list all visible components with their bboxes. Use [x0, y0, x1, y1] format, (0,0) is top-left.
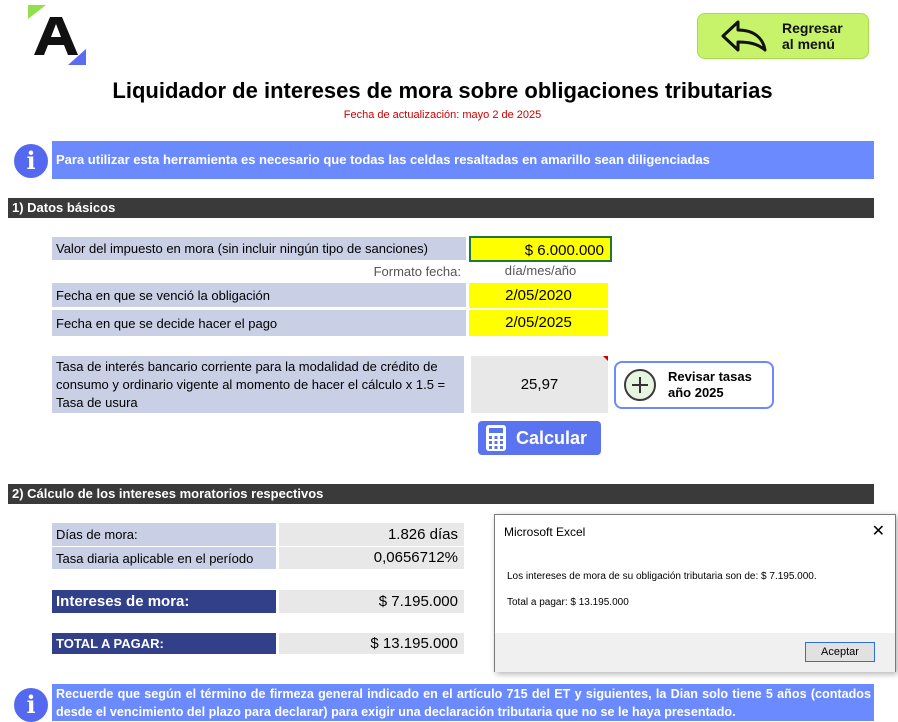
section-2-header: 2) Cálculo de los intereses moratorios respectivos: [8, 484, 874, 504]
back-button-label: Regresar al menú: [782, 20, 843, 52]
back-arrow-icon: [720, 19, 768, 53]
section-1-header: 1) Datos básicos: [8, 198, 874, 218]
interest-rate-value[interactable]: 25,97: [471, 356, 608, 413]
dialog-message-interest: Los intereses de mora de su obligación tributaria son de: $ 7.195.000.: [507, 571, 817, 582]
excel-message-dialog: [494, 514, 896, 672]
date-format-hint: día/mes/año: [504, 263, 577, 278]
total-label: TOTAL A PAGAR:: [52, 633, 276, 654]
info-icon: i: [14, 688, 48, 722]
payment-date-input[interactable]: 2/05/2025: [469, 310, 608, 336]
due-date-label: Fecha en que se venció la obligación: [52, 283, 466, 307]
days-late-label: Días de mora:: [52, 523, 276, 546]
comment-indicator: [603, 356, 608, 361]
dialog-title: Microsoft Excel: [504, 525, 586, 539]
calculate-button[interactable]: [478, 421, 601, 455]
back-to-menu-button[interactable]: [697, 13, 869, 59]
daily-rate-value: 0,0656712%: [279, 547, 464, 569]
review-rates-label: Revisar tasas año 2025: [668, 369, 752, 400]
date-format-label: Formato fecha:: [373, 264, 461, 279]
calculator-icon: [486, 425, 506, 451]
info-icon: i: [14, 144, 48, 178]
close-icon[interactable]: ✕: [871, 523, 885, 540]
update-date: Fecha de actualización: mayo 2 de 2025: [343, 109, 542, 121]
ok-button[interactable]: Aceptar: [805, 642, 875, 662]
dialog-footer: [495, 633, 895, 672]
info-top-banner: Para utilizar esta herramienta es necesario que todas las celdas resaltadas en amarillo sean diligenciadas: [52, 141, 874, 179]
tax-value-label: Valor del impuesto en mora (sin incluir ningún tipo de sanciones): [52, 237, 466, 260]
tax-value-input[interactable]: $ 6.000.000: [469, 236, 612, 262]
due-date-input[interactable]: 2/05/2020: [469, 283, 608, 308]
review-rates-button[interactable]: [614, 361, 774, 409]
info-bottom-banner: Recuerde que según el término de firmeza general indicado en el artículo 715 del ET y siguientes, la Dian solo tiene 5 años (contados desde el vencimiento del plazo para declarar) para exigir una declaración tributaria que no se le haya presentado.: [52, 684, 874, 721]
interest-label: Intereses de mora:: [52, 590, 276, 613]
total-value: $ 13.195.000: [279, 633, 464, 654]
plus-icon: [624, 369, 656, 401]
page-title: Liquidador de intereses de mora sobre obligaciones tributarias: [112, 78, 773, 103]
payment-date-label: Fecha en que se decide hacer el pago: [52, 310, 466, 336]
interest-rate-label: Tasa de interés bancario corriente para la modalidad de crédito de consumo y ordinario vigente al momento de hacer el cálculo x 1.5 = Tasa de usura: [52, 356, 464, 413]
company-logo: [28, 5, 86, 65]
daily-rate-label: Tasa diaria aplicable en el período: [52, 547, 276, 569]
days-late-value: 1.826 días: [279, 523, 464, 546]
interest-value: $ 7.195.000: [279, 590, 464, 613]
dialog-message-total: Total a pagar: $ 13.195.000: [507, 597, 629, 608]
calculate-label: Calcular: [516, 427, 588, 448]
